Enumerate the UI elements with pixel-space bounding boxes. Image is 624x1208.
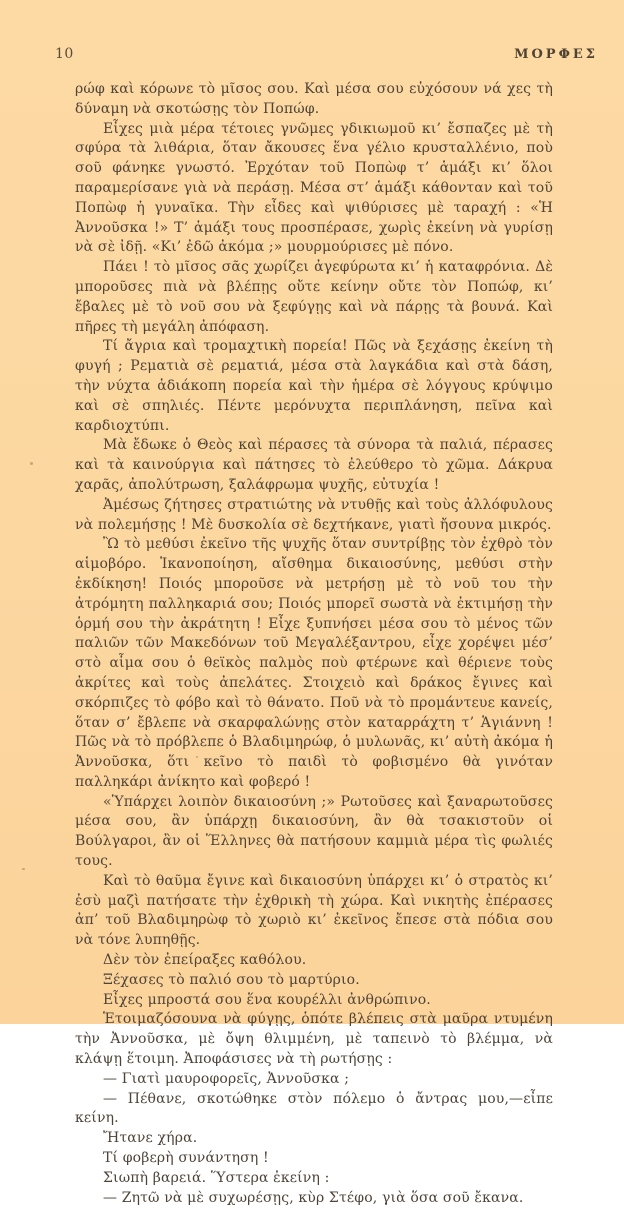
paragraph: Ὢ τὸ μεθύσι ἐκεῖνο τῆς ψυχῆς ὅταν συντρίβῃς τὸν ἐχθρὸ τὸν αἱμοβόρο. Ἱκανοποίηση, αἴσθημα δικαιοσύνης, μεθύσι στὴν ἐκδίκηση! Ποιός μποροῦσε νὰ μετρήσῃ μὲ τὸ νοῦ του τὴν ἀτρόμητη παλληκαριά σου; Ποιός μπορεῖ σωστὰ νὰ ἐκτιμήσῃ τὴν ὁρμή σου τὴν ἀκράτητη ! Εἶχε ξυπνήσει μέσα σου τὸ μένος τῶν παλιῶν τῶν Μακεδόνων τοῦ Μεγαλέξαντρου, εἶχε χορέψει μέσ’ στὸ αἷμα σου ὁ θεϊκὸς παλμὸς ποὺ φτέρωνε καὶ θέριενε τοὺς ἀκρίτες καὶ τοὺς ἀπελάτες. Στοιχειὸ καὶ δράκος ἔγινες καὶ σκόρπιζες τὸ φόβο καὶ τὸ θάνατο. Ποῦ νὰ τὸ προμάντευε κανείς, ὅταν σ’ ἔβλεπε νὰ σκαρφαλώνῃς στὸν καταρράχτη τ’ Ἁγιάννη ! Πῶς νὰ τὸ πρόβλεπε ὁ Βλαδιμηρώφ, ὁ μυλωνᾶς, κι’ αὐτὴ ἀκόμα ἡ Ἀννοῦσκα, ὅτι κεῖνο τὸ παιδὶ τὸ φοβισμένο θὰ γινόταν παλληκάρι ἀνίκητο καὶ φοβερό ! [75,536,553,790]
page-body [75,80,553,1208]
paragraph: Δὲν τὸν ἐπείραξες καθόλου. [103,952,307,969]
paragraph: Εἶχες μιὰ μέρα τέτοιες γνῶμες γδικιωμοῦ κι’ ἔσπαζες μὲ τὴ σφύρα τὰ λιθάρια, ὅταν ἄκουσες ἕνα γέλιο κρυσταλλένιο, ποὺ σοῦ φάνηκε γνωστό. Ἐρχόταν τοῦ Ποπὼφ τ’ ἁμάξι κι’ ὅλοι παραμερίσανε γιὰ νὰ περάσῃ. Μέσα στ’ ἁμάξι κάθονταν καὶ τοῦ Ποπὼφ ἡ γυναῖκα. Τὴν εἶδες καὶ ψιθύρισες μὲ ταραχή : «Ἡ Ἀννοῦσκα !» Τ’ ἁμάξι τους προσπέρασε, χωρὶς ἐκείνη νὰ γυρίσῃ νὰ σὲ ἰδῇ. «Κι’ ἐδῶ ἀκόμα ;» μουρμούρισες μὲ πόνο. [75,120,553,256]
paragraph: Ἑτοιμαζόσουνα νὰ φύγῃς, ὁπότε βλέπεις στὰ μαῦρα ντυμένη τὴν Ἀννοῦσκα, μὲ ὄψη θλιμμένη, μὲ ταπεινὸ τὸ βλέμμα, νὰ κλάψῃ ἕτοιμη. Ἀποφάσισες νὰ τὴ ρωτήσῃς : [75,1011,553,1068]
scan-speck [30,462,33,465]
scan-speck [22,868,25,870]
scan-speck [196,756,198,758]
paragraph: Σιωπὴ βαρειά. Ὕστερα ἐκείνη : [103,1169,330,1186]
paragraph: Ἤτανε χήρα. [103,1130,198,1147]
paragraph: — Ζητῶ νὰ μὲ συχωρέσῃς, κὺρ Στέφο, γιὰ ὅσα σοῦ ἔκανα. [103,1189,524,1206]
paragraph: Εἶχες μπροστά σου ἕνα κουρέλλι ἀνθρώπινο. [103,991,431,1008]
paragraph: Καὶ τὸ θαῦμα ἔγινε καὶ δικαιοσύνη ὑπάρχει κι’ ὁ στρατὸς κι’ ἐσὺ μαζὶ πατήσατε τὴν ἐχθρικὴ τὴ χώρα. Καὶ νικητὴς ἐπέρασες ἀπ’ τοῦ Βλαδιμηρὼφ τὸ χωριὸ κι’ ἐκεῖνος ἔπεσε στὰ πόδια σου νὰ τόνε λυπηθῇς. [75,872,553,949]
paragraph: — Πέθανε, σκοτώθηκε στὸν πόλεμο ὁ ἄντρας μου,—εἶπε κείνη. [75,1090,553,1127]
paragraph: Ξέχασες τὸ παλιό σου τὸ μαρτύριο. [103,971,360,988]
paragraph: Μὰ ἔδωκε ὁ Θεὸς καὶ πέρασες τὰ σύνορα τὰ παλιά, πέρασες καὶ τὰ καινούργια καὶ πάτησες τὸ ἐλεύθερο τὸ χῶμα. Δάκρυα χαρᾶς, ἀπολύτρωση, ξαλάφρωμα ψυχῆς, εὐτυχία ! [75,437,553,493]
paragraph: Τί φοβερὴ συνάντηση ! [103,1150,269,1167]
paragraph: Πάει ! τὸ μῖσος σᾶς χωρίζει ἀγεφύρωτα κι’ ἡ καταφρόνια. Δὲ μποροῦσες πιὰ νὰ βλέπῃς οὔτε κείνην οὔτε τὸν Ποπώφ, κι’ ἔβαλες μὲ τὸ νοῦ σου νὰ ξεφύγῃς καὶ νὰ πάρῃς τὰ βουνά. Καὶ πῆρες τὴ μεγάλη ἀπόφαση. [75,259,553,335]
paragraph: Τί ἄγρια καὶ τρομαχτικὴ πορεία! Πῶς νὰ ξεχάσῃς ἐκείνη τὴ φυγή ; Ρεματιὰ σὲ ρεματιά, μέσα στὰ λαγκάδια καὶ στὰ δάση, τὴν νύχτα ἀδιάκοπη πορεία καὶ τὴν ἡμέρα σὲ λόγγους κρύψιμο καὶ σὲ σπηλιές. Πέντε μερόνυχτα περιπλάνηση, πεῖνα καὶ καρδιοχτύπι. [75,338,553,434]
paragraph: ρώφ καὶ κόρωνε τὸ μῖσος σου. Καὶ μέσα σου εὐχόσουν νά χες τὴ δύναμη νὰ σκοτώσῃς τὸν Ποπώφ. [75,81,553,117]
paragraph: Ἀμέσως ζήτησες στρατιώτης νὰ ντυθῇς καὶ τοὺς ἀλλόφυλους νὰ πολεμήσῃς ! Μὲ δυσκολία σὲ δεχτήκανε, γιατὶ ἤσουνα μικρός. [75,496,553,533]
paragraph: — Γιατὶ μαυροφορεῖς, Ἀννοῦσκα ; [103,1070,350,1087]
running-header [55,46,598,62]
running-title: ΜΟΡΦΕΣ [514,47,598,62]
page-number: 10 [55,46,74,62]
paragraph: «Ὑπάρχει λοιπὸν δικαιοσύνη ;» Ρωτοῦσες καὶ ξαναρωτοῦσες μέσα σου, ἂν ὑπάρχῃ δικαιοσύνη, ἂν θὰ τσακιστοῦν οἱ Βούλγαροι, ἂν οἱ Ἕλληνες θὰ πατήσουν καμμιὰ μέρα τὶς φωλιές τους. [75,793,553,870]
